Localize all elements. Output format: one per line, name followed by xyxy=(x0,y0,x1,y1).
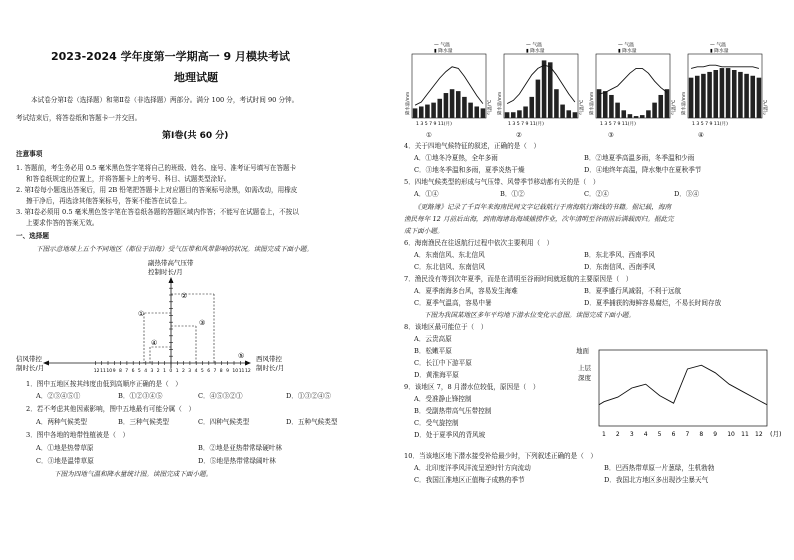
precip-bar xyxy=(701,74,706,118)
q9-stem: 9．该地区 7，8 月潜水位较低，原因是（ ） xyxy=(404,383,540,391)
chart-label-3: ③ xyxy=(608,131,614,139)
marker-4: ④ xyxy=(151,339,158,347)
axis-tick-label: 5 xyxy=(137,369,141,374)
passage-line: 成下面小题。 xyxy=(404,227,444,235)
axis-tick-label: 7 xyxy=(213,369,217,374)
axis-tick-label: 6 xyxy=(207,369,211,374)
temp-unit: 气温/℃ xyxy=(764,99,769,115)
climate-chart-2 xyxy=(496,41,585,127)
q9-option-a[interactable]: A．受准静止锋控制 xyxy=(414,395,472,403)
gw-month-label: 12 xyxy=(755,431,763,438)
legend-temp: — 气温 xyxy=(618,43,634,48)
notes-line: 1. 答题前，考生务必用 0.5 毫米黑色签字笔将自己的班级、姓名、座号、准考证号填写在答题卡 xyxy=(16,164,297,172)
axis-tick-label: 12 xyxy=(93,369,100,374)
q1-stem: 1．图中五地区按其纬度由低到高顺序正确的是（ ） xyxy=(26,380,182,388)
precip-bar xyxy=(536,80,541,118)
precip-bar xyxy=(481,108,486,118)
precip-bar xyxy=(523,106,528,118)
axis-tick-label: 9 xyxy=(226,369,229,374)
q4-intro: 下图为四地气温和降水量统计图。读图完成下面小题。 xyxy=(54,470,213,478)
q6-option-c[interactable]: C．东北信风、东南信风 xyxy=(414,263,485,271)
pressure-belt-diagram xyxy=(16,256,393,376)
precip-bar xyxy=(444,93,449,118)
gw-month-label: 9 xyxy=(713,431,718,438)
temp-line xyxy=(691,65,759,68)
marker-2: ② xyxy=(181,292,188,300)
axis-tick-label: 6 xyxy=(131,369,135,374)
q8-intro: 下图为我国某地区多年平均地下潜水位变化示意图。读图完成下面小题。 xyxy=(424,311,635,319)
q3-option-a[interactable]: A．①地是热带草原 xyxy=(36,444,94,452)
q6-option-b[interactable]: B．东北季风、西南季风 xyxy=(584,251,655,259)
axis-tick-label: 2 xyxy=(182,369,185,374)
month-axis: 1 3 5 7 9 11(月) xyxy=(600,122,636,127)
exam-title: 2023-2024 学年度第一学期高一 9 月模块考试 xyxy=(51,50,290,63)
left-axis-label: 信风带控 xyxy=(16,355,42,363)
axis-tick-label: 8 xyxy=(219,369,223,374)
q8-stem: 8．该地区最可能位于（ ） xyxy=(404,323,488,331)
intro-line-1: 本试卷分第Ⅰ卷（选择题）和第Ⅱ卷（非选择题）两部分。满分 100 分，考试时间 90 分钟。 xyxy=(31,96,299,104)
q1-option-a[interactable]: A．②③④⑤① xyxy=(36,392,81,400)
notes-line: 3. 第Ⅰ卷必须用 0.5 毫米黑色签字笔在答卷纸各题的答题区域内作答；不能写在试题卷上，不按以 xyxy=(16,208,299,216)
q5-option-a[interactable]: A．①④ xyxy=(414,190,439,198)
climate-chart-1 xyxy=(404,41,493,127)
axis-tick-label: 9 xyxy=(112,369,116,374)
q3-stem: 3．图中各地的地带性植被是（ ） xyxy=(26,431,130,439)
chart-label-1: ① xyxy=(426,131,432,139)
gw-month-label: 7 xyxy=(685,431,690,438)
q8-option-a[interactable]: A．云贵高原 xyxy=(414,335,452,343)
notes-line: 上要求作答的答案无效。 xyxy=(26,219,99,227)
precip-bar xyxy=(652,103,657,118)
precip-bar xyxy=(640,115,645,118)
passage-line: 渔民每年 12 月前后出海，到南海诸岛海域捕捞作业，次年清明至谷雨前后满载而归。据此完 xyxy=(404,215,674,223)
precip-bar xyxy=(757,78,762,118)
precip-bar xyxy=(505,112,510,118)
axis-tick-label: 0 xyxy=(169,369,173,374)
precip-unit: 降水量/mm xyxy=(498,91,503,115)
precip-bar xyxy=(646,110,651,118)
axis-tick-label: 2 xyxy=(156,369,160,374)
precip-bar xyxy=(628,114,633,118)
q7-option-b[interactable]: B．夏季盛行风减弱，不利于远航 xyxy=(584,287,682,295)
chart-frame xyxy=(504,54,578,118)
axis-tick-label: 4 xyxy=(194,369,198,374)
q10-stem: 10．当该地区地下潜水接受补给最少时，下列叙述正确的是（ ） xyxy=(404,452,598,460)
q6-option-a[interactable]: A．东南信风、东北信风 xyxy=(414,251,485,259)
q1-option-d[interactable]: D．①③②④⑤ xyxy=(286,392,331,400)
q1-option-c[interactable]: C．④⑤③②① xyxy=(198,392,243,400)
q3-option-b[interactable]: B．②地是亚热带常绿硬叶林 xyxy=(198,444,282,452)
chart-label-4: ④ xyxy=(698,131,704,139)
precip-bar xyxy=(634,116,639,118)
precip-bar xyxy=(707,72,712,118)
passage-line: 《更路簿》记录了千百年来海南民间文字记载航行于南海航行路线的书籍。据记载，海南 xyxy=(414,203,672,211)
q10-option-c[interactable]: C．我国江淮地区正值梅子成熟的季节 xyxy=(414,476,525,484)
intro-line-2: 考试结束后，将答卷纸和答题卡一并交回。 xyxy=(16,114,142,122)
precip-bar xyxy=(732,70,737,118)
axis-tick-label: 11 xyxy=(238,369,245,374)
gw-month-label: 5 xyxy=(657,431,662,438)
axis-arrow-icon xyxy=(169,277,174,283)
q5-option-c[interactable]: C．②④ xyxy=(584,190,609,198)
precip-bar xyxy=(603,91,608,118)
month-axis: 1 3 5 7 9 11(月) xyxy=(416,122,452,127)
q7-option-c[interactable]: C．夏季气温高，容易中暑 xyxy=(414,299,492,307)
legend-temp: — 气温 xyxy=(434,43,450,48)
month-axis: 1 3 5 7 9 11(月) xyxy=(508,122,544,127)
axis-tick-label: 10 xyxy=(232,369,239,374)
axis-tick-label: 3 xyxy=(188,369,192,374)
precip-bar xyxy=(468,103,473,118)
precip-bar xyxy=(621,110,626,118)
precip-bar xyxy=(744,74,749,118)
q4-option-c[interactable]: C．③地冬季温和多雨，夏季炎热干燥 xyxy=(414,166,525,174)
temp-unit: 气温/℃ xyxy=(580,99,585,115)
q9-option-b[interactable]: B．受副热带高气压带控制 xyxy=(414,407,492,415)
q5-option-d[interactable]: D．③④ xyxy=(674,190,700,198)
q3-option-c[interactable]: C．③地是温带草原 xyxy=(36,457,94,465)
precip-bar xyxy=(658,95,663,118)
part1-heading: 第Ⅰ卷(共 60 分) xyxy=(162,131,229,141)
precip-bar xyxy=(695,76,700,118)
q4-option-a[interactable]: A．①地冬冷夏热，全年多雨 xyxy=(414,154,498,162)
q2-stem: 2．若不考虑其他因素影响，图中五地最有可能分属（ ） xyxy=(26,405,196,413)
q9-option-d[interactable]: D．处于夏季风的背风坡 xyxy=(414,431,486,439)
section1-heading: 一、选择题 xyxy=(16,232,49,240)
marker-1: ① xyxy=(138,310,145,318)
legend-precip: ▮ 降水量 xyxy=(710,49,729,54)
q7-option-a[interactable]: A．夏季南海多台风，容易发生海难 xyxy=(414,287,518,295)
gw-curve xyxy=(599,365,767,405)
axis-tick-label: 11 xyxy=(100,369,106,374)
precip-bar xyxy=(462,97,467,118)
left-axis-label: 制时长/月 xyxy=(16,364,45,372)
temp-line xyxy=(599,68,667,94)
q2-option-c[interactable]: C．四种气候类型 xyxy=(198,418,250,426)
precip-bar xyxy=(566,110,571,118)
diagram-top-label: 控制时长/月 xyxy=(148,268,183,276)
climate-chart-4 xyxy=(680,41,769,127)
precip-bar xyxy=(573,112,578,118)
marker-3: ③ xyxy=(199,319,206,327)
climate-chart-3 xyxy=(588,41,677,127)
q6-option-d[interactable]: D．东南信风、西南季风 xyxy=(584,263,656,271)
exam-subtitle: 地理试题 xyxy=(174,71,218,84)
precip-unit: 降水量/mm xyxy=(406,91,411,115)
axis-tick-label: 1 xyxy=(163,369,166,374)
precip-bar xyxy=(437,99,442,118)
q1-option-b[interactable]: B．①②③④⑤ xyxy=(118,392,163,400)
gw-ylabel: 深度 xyxy=(578,374,591,382)
q4-stem: 4．关于四地气候特征的叙述，正确的是（ ） xyxy=(404,142,541,150)
precip-unit: 降水量/mm xyxy=(590,91,595,115)
precip-bar xyxy=(615,103,620,118)
legend-precip: ▮ 降水量 xyxy=(526,49,545,54)
q5-option-b[interactable]: B．①② xyxy=(500,190,525,198)
gw-month-label: 1 xyxy=(602,431,606,438)
axis-tick-label: 5 xyxy=(200,369,204,374)
legend-precip: ▮ 降水量 xyxy=(618,49,637,54)
axis-tick-label: 3 xyxy=(150,369,154,374)
precip-bar xyxy=(726,68,731,118)
precip-bar xyxy=(554,89,559,118)
gw-month-label: 10 xyxy=(727,431,735,438)
precip-bar xyxy=(689,78,694,118)
precip-bar xyxy=(413,108,418,118)
axis-tick-label: 4 xyxy=(144,369,148,374)
precip-bar xyxy=(450,89,455,118)
q10-option-d[interactable]: D．我国北方地区多出现沙尘暴天气 xyxy=(604,476,709,484)
notes-line: 和答卷纸规定的位置上，并将答题卡上的考号、科目、试题类型涂好。 xyxy=(26,175,231,183)
q2-option-d[interactable]: D．五种气候类型 xyxy=(286,418,338,426)
climate-charts xyxy=(404,40,784,140)
q10-option-b[interactable]: B．巴西热带草原一片葱绿，生机勃勃 xyxy=(604,464,715,472)
month-axis: 1 3 5 7 9 11(月) xyxy=(692,122,728,127)
precip-bar xyxy=(542,60,547,118)
gw-xlabel: (月) xyxy=(770,430,782,438)
precip-bar xyxy=(456,91,461,118)
right-axis-label: 制时长/月 xyxy=(256,364,285,372)
notes-line: 擦干净后，再选涂其他答案标号，答案不能答在试卷上。 xyxy=(26,197,191,205)
precip-bar xyxy=(425,105,430,118)
q4-option-d[interactable]: D．④地终年高温，降水集中在夏秋季节 xyxy=(584,166,702,174)
axis-tick-label: 12 xyxy=(245,369,251,374)
gw-month-label: 8 xyxy=(699,431,704,438)
gw-month-label: 2 xyxy=(615,431,620,438)
right-axis-label: 西风带控 xyxy=(256,355,282,363)
precip-bar xyxy=(665,89,670,118)
axis-arrow-icon xyxy=(245,361,251,366)
legend-temp: — 气温 xyxy=(710,43,726,48)
axis-tick-label: 1 xyxy=(175,369,179,374)
temp-line xyxy=(415,67,483,105)
notes-heading: 注意事项 xyxy=(16,150,43,158)
q8-option-d[interactable]: D．黄淮海平原 xyxy=(414,371,459,379)
q8-option-b[interactable]: B．松嫩平原 xyxy=(414,347,452,355)
q2-option-a[interactable]: A．两种气候类型 xyxy=(36,418,87,426)
gw-ylabel: 上层 xyxy=(578,364,591,372)
gw-month-label: 4 xyxy=(643,431,648,438)
axis-ticks xyxy=(94,281,251,374)
precip-bar xyxy=(720,68,725,118)
gw-ylabel: 地面 xyxy=(576,347,589,355)
legend-temp: — 气温 xyxy=(526,43,542,48)
q9-option-c[interactable]: C．受气旋控制 xyxy=(414,419,459,427)
notes-line: 2. 第Ⅰ卷每小题选出答案后，用 2B 铅笔把答题卡上对应题目的答案标号涂黑，如需改动，用橡皮 xyxy=(16,186,298,194)
section1-intro: 下图示意地球上五个不同地区（都位于沿海）受气压带和风带影响的状况。读图完成下面小题。 xyxy=(36,245,313,253)
precip-unit: 降水量/mm xyxy=(682,91,687,115)
precip-bar xyxy=(529,97,534,118)
gw-month-label: 3 xyxy=(629,431,634,438)
gw-month-ticks xyxy=(602,431,763,438)
temp-unit: 气温/℃ xyxy=(672,99,677,115)
axis-tick-label: 8 xyxy=(119,369,122,374)
precip-bar xyxy=(511,112,516,118)
groundwater-chart xyxy=(574,340,784,440)
precip-bar xyxy=(738,72,743,118)
precip-bar xyxy=(750,76,755,118)
q7-stem: 7．渔民没有等到次年夏季，而是在清明至谷雨时间就返航的主要原因是（ ） xyxy=(404,275,633,283)
precip-bar xyxy=(609,95,614,118)
gw-month-label: 6 xyxy=(671,431,676,438)
q3-option-d[interactable]: D．⑤地是热带常绿阔叶林 xyxy=(198,457,276,465)
precip-bar xyxy=(560,105,565,118)
precip-bar xyxy=(474,106,479,118)
diagram-top-label: 副热带高气压带 xyxy=(148,259,194,267)
temp-line xyxy=(507,65,575,103)
gw-frame xyxy=(599,350,767,426)
legend-precip: ▮ 降水量 xyxy=(434,49,453,54)
q5-stem: 5．四地气候类型的形成与气压带、风带季节移动都有关的是（ ） xyxy=(404,178,600,186)
q7-option-d[interactable]: D．夏季捕获的海鲜容易腐烂，不易长时间存放 xyxy=(584,299,722,307)
gw-month-label: 11 xyxy=(741,431,749,438)
q10-option-a[interactable]: A．北印度洋季风洋流呈逆时针方向流动 xyxy=(414,464,531,472)
marker-5: ⑤ xyxy=(238,352,245,360)
precip-bar xyxy=(548,62,553,118)
axis-tick-label: 10 xyxy=(106,369,113,374)
precip-bar xyxy=(517,110,522,118)
q8-option-c[interactable]: C．长江中下游平原 xyxy=(414,359,472,367)
precip-bar xyxy=(431,103,436,118)
q4-option-b[interactable]: B．②地夏季高温多雨，冬季温和少雨 xyxy=(584,154,695,162)
precip-bar xyxy=(419,106,424,118)
precip-bar xyxy=(713,70,718,118)
chart-label-2: ② xyxy=(516,131,522,139)
q6-stem: 6．海南渔民在往返航行过程中依次主要利用（ ） xyxy=(404,239,554,247)
temp-unit: 气温/℃ xyxy=(488,99,493,115)
axis-tick-label: 7 xyxy=(125,369,129,374)
q2-option-b[interactable]: B．三种气候类型 xyxy=(118,418,170,426)
